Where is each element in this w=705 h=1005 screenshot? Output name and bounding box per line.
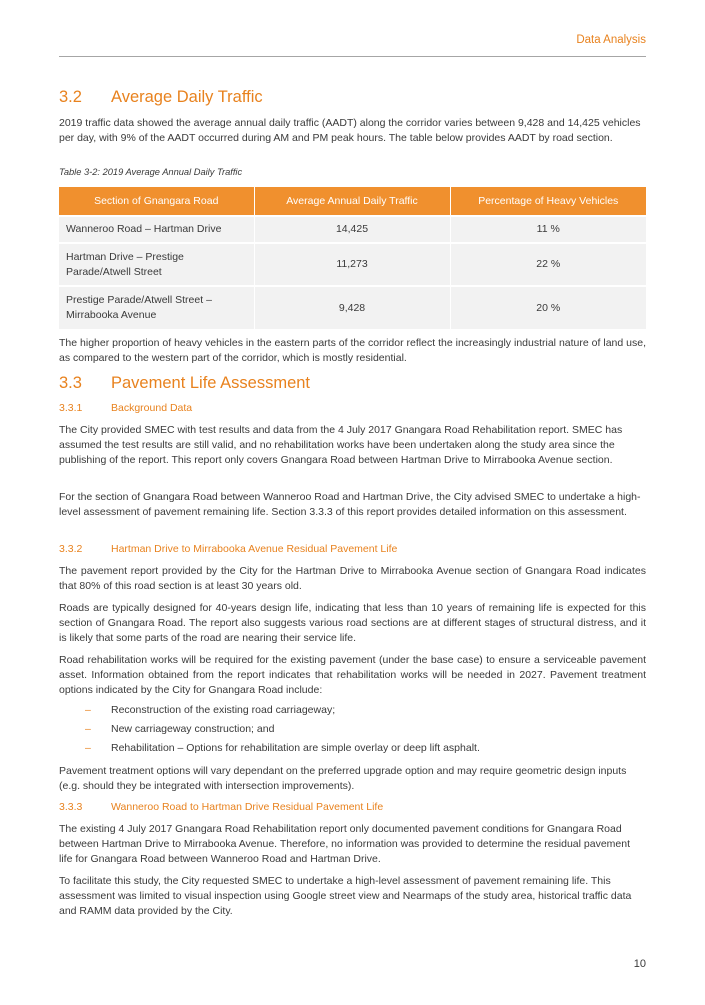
bullet-marker: –	[85, 723, 91, 735]
section-number: 3.3	[59, 374, 82, 392]
table-row	[59, 216, 646, 243]
running-header	[59, 34, 646, 57]
table-header-cell: Average Annual Daily Traffic	[254, 187, 450, 216]
subsection-heading-3-3-3	[59, 801, 383, 813]
subsection-number: 3.3.3	[59, 801, 83, 813]
bullet-marker: –	[85, 742, 91, 754]
table-caption: Table 3-2: 2019 Average Annual Daily Traffic	[59, 167, 243, 177]
subsection-title: Wanneroo Road to Hartman Drive Residual Pavement Life	[111, 801, 384, 813]
aadt-table	[59, 187, 646, 329]
subsection-heading-3-3-1	[59, 402, 192, 414]
section-heading-3-2	[59, 88, 263, 107]
paragraph-aadt-intro: 2019 traffic data showed the average annual daily traffic (AADT) along the corridor varies between 9,428 and 14,425 vehicles per day, with 9% of the AADT occurred during AM and PM peak hours. The table below provides AADT by road section.	[59, 117, 641, 144]
page-number: 10	[633, 958, 646, 970]
table-cell-heavy-vehicles: 22 %	[450, 243, 646, 286]
subsection-title: Background Data	[111, 402, 193, 414]
table-cell-section: Wanneroo Road – Hartman Drive	[59, 216, 254, 243]
subsection-number: 3.3.2	[59, 543, 83, 555]
running-header-title: Data Analysis	[576, 34, 646, 46]
list-item	[59, 742, 646, 761]
paragraph-background-2: For the section of Gnangara Road between Wanneroo Road and Hartman Drive, the City advised SMEC to undertake a high-level assessment of pavement remaining life. Section 3.3.3 of this report provides detailed information on this assessment.	[59, 491, 641, 518]
section-heading-3-3	[59, 374, 310, 393]
paragraph-background-1: The City provided SMEC with test results and data from the 4 July 2017 Gnangara Road Rehabilitation report. SMEC has assumed the test results are still valid, and no rehabilitation works have been undertaken along the study area since the publishing of the report. This report only covers Gnangara Road between Hartman Drive to Mirrabooka Avenue section.	[59, 424, 623, 466]
list-item-text: Reconstruction of the existing road carriageway;	[111, 704, 336, 716]
paragraph-rehabilitation: Road rehabilitation works will be required for the existing pavement (under the base case) to ensure a serviceable pavement asset. Information obtained from the report indicates that rehabilitation works will be needed in 2027. Pavement treatment options indicated by the City for Gnangara Road include:	[59, 654, 646, 696]
section-title: Average Daily Traffic	[111, 88, 263, 106]
list-item-text: New carriageway construction; and	[111, 723, 275, 735]
subsection-number: 3.3.1	[59, 402, 83, 414]
table-cell-section: Hartman Drive – Prestige Parade/Atwell Street	[59, 243, 254, 286]
list-item	[59, 704, 646, 723]
list-item-text: Rehabilitation – Options for rehabilitation are simple overlay or deep lift asphalt.	[111, 742, 480, 754]
table-header-cell: Percentage of Heavy Vehicles	[450, 187, 646, 216]
table-header-row	[59, 187, 646, 216]
section-title: Pavement Life Assessment	[111, 374, 311, 392]
list-item	[59, 723, 646, 742]
table-cell-aadt: 14,425	[254, 216, 450, 243]
table-cell-heavy-vehicles: 20 %	[450, 286, 646, 329]
section-number: 3.2	[59, 88, 82, 106]
table-row	[59, 286, 646, 329]
paragraph-design-life: Roads are typically designed for 40-years design life, indicating that less than 10 years of remaining life is expected for this section of Gnangara Road. The report also suggests various road sections are at different stages of structural distress, and it is likely that some parts of the road are nearing their service life.	[59, 602, 646, 644]
subsection-title: Hartman Drive to Mirrabooka Avenue Residual Pavement Life	[111, 543, 398, 555]
table-header-cell: Section of Gnangara Road	[59, 187, 254, 216]
paragraph-treatment-options: Pavement treatment options will vary dependant on the preferred upgrade option and may require geometric design inputs (e.g. should they be integrated with intersection improvements).	[59, 765, 627, 792]
table-row	[59, 243, 646, 286]
table-cell-aadt: 11,273	[254, 243, 450, 286]
table-cell-aadt: 9,428	[254, 286, 450, 329]
subsection-heading-3-3-2	[59, 543, 397, 555]
paragraph-pavement-report: The pavement report provided by the City for the Hartman Drive to Mirrabooka Avenue section of Gnangara Road indicates that 80% of this road section is at least 30 years old.	[59, 565, 646, 592]
table-cell-heavy-vehicles: 11 %	[450, 216, 646, 243]
paragraph-facilitate-study: To facilitate this study, the City requested SMEC to undertake a high-level assessment of pavement remaining life. This assessment was limited to visual inspection using Google street view and Nearmaps of the study area, historical traffic data and RAMM data provided by the City.	[59, 875, 632, 917]
table-cell-section: Prestige Parade/Atwell Street – Mirrabooka Avenue	[59, 286, 254, 329]
treatment-options-list	[59, 704, 646, 761]
paragraph-heavy-vehicles: The higher proportion of heavy vehicles in the eastern parts of the corridor reflect the increasingly industrial nature of land use, as compared to the western part of the corridor, which is mostly residential.	[59, 337, 646, 364]
bullet-marker: –	[85, 704, 91, 716]
paragraph-existing-report: The existing 4 July 2017 Gnangara Road Rehabilitation report only documented pavement conditions for Gnangara Road between Hartman Drive to Mirrabooka Avenue. Therefore, no information was provided to determine the residual pavement life for Gnangara Road between Wanneroo Road and Hartman Drive.	[59, 823, 631, 865]
